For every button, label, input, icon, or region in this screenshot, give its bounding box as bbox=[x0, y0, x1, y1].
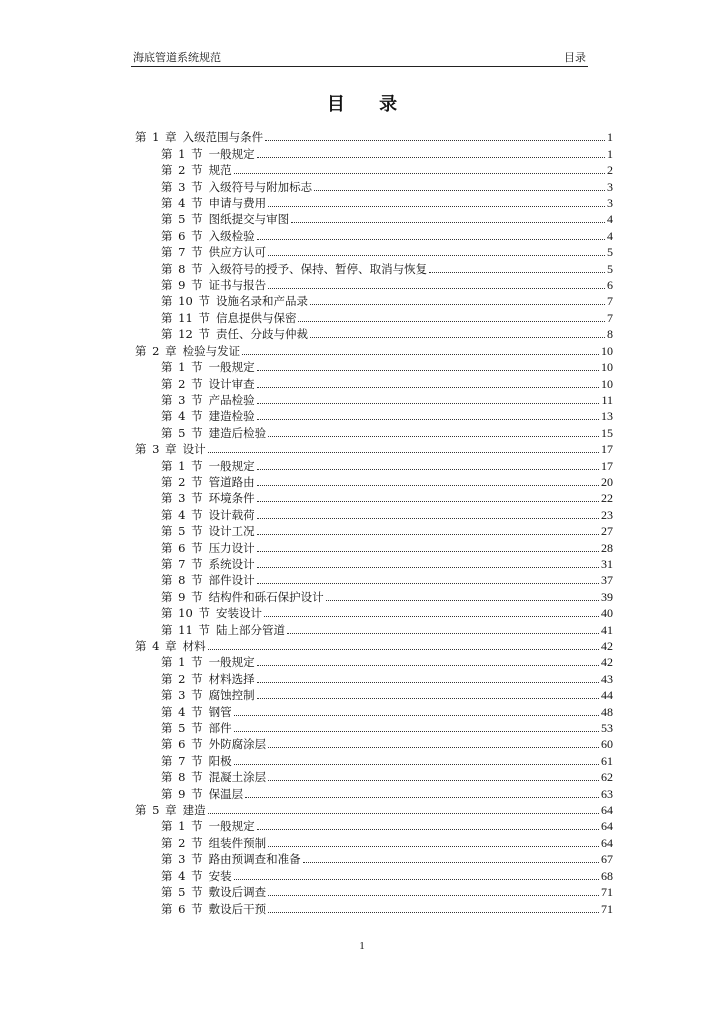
toc-entry-number: 第 1 节 bbox=[161, 819, 203, 834]
toc-entry-number: 第 3 节 bbox=[161, 392, 203, 407]
toc-section-entry[interactable] bbox=[135, 719, 613, 735]
toc-entry-label: 外防腐涂层 bbox=[208, 737, 267, 752]
toc-entry-page: 3 bbox=[607, 179, 613, 194]
toc-entry-page: 31 bbox=[601, 556, 613, 571]
table-of-contents bbox=[135, 128, 613, 916]
toc-section-entry[interactable] bbox=[135, 899, 613, 915]
toc-entry-number: 第 8 节 bbox=[161, 770, 203, 785]
toc-dot-leader bbox=[257, 485, 599, 486]
toc-entry-page: 10 bbox=[601, 360, 613, 375]
toc-dot-leader bbox=[257, 551, 599, 552]
toc-section-entry[interactable] bbox=[135, 587, 613, 603]
toc-entry-page: 37 bbox=[601, 573, 613, 588]
toc-dot-leader bbox=[268, 206, 605, 207]
toc-dot-leader bbox=[234, 715, 599, 716]
toc-entry-label: 设计载荷 bbox=[208, 507, 255, 522]
toc-entry-label: 建造 bbox=[182, 803, 206, 818]
toc-dot-leader bbox=[208, 813, 599, 814]
toc-section-entry[interactable] bbox=[135, 571, 613, 587]
toc-dot-leader bbox=[265, 140, 605, 141]
toc-entry-label: 一般规定 bbox=[208, 146, 255, 161]
toc-entry-label: 入级符号的授予、保持、暂停、取消与恢复 bbox=[208, 261, 428, 276]
toc-section-entry[interactable] bbox=[135, 883, 613, 899]
toc-section-entry[interactable] bbox=[135, 653, 613, 669]
toc-entry-label: 供应方认可 bbox=[208, 245, 267, 260]
toc-entry-page: 4 bbox=[607, 212, 613, 227]
toc-entry-label: 材料 bbox=[182, 639, 206, 653]
toc-section-entry[interactable] bbox=[135, 210, 613, 226]
header-document-title: 海底管道系统规范 bbox=[133, 51, 221, 64]
toc-entry-number: 第 10 节 bbox=[161, 606, 210, 621]
toc-section-entry[interactable] bbox=[135, 620, 613, 636]
toc-entry-page: 64 bbox=[601, 835, 613, 850]
toc-entry-label: 设计工况 bbox=[208, 524, 255, 539]
toc-dot-leader bbox=[257, 665, 599, 666]
toc-dot-leader bbox=[257, 518, 599, 519]
toc-dot-leader bbox=[257, 469, 599, 470]
toc-entry-label: 环境条件 bbox=[208, 491, 255, 506]
toc-entry-page: 5 bbox=[607, 245, 613, 260]
toc-entry-page: 2 bbox=[607, 163, 613, 178]
toc-entry-page: 20 bbox=[601, 474, 613, 489]
toc-entry-page: 23 bbox=[601, 507, 613, 522]
toc-section-entry[interactable] bbox=[135, 686, 613, 702]
toc-entry-page: 64 bbox=[601, 819, 613, 834]
toc-entry-label: 申请与费用 bbox=[208, 196, 267, 211]
toc-dot-leader bbox=[291, 222, 605, 223]
toc-dot-leader bbox=[268, 895, 599, 896]
toc-dot-leader bbox=[287, 633, 599, 634]
toc-entry-page: 7 bbox=[607, 294, 613, 309]
toc-entry-label: 结构件和砾石保护设计 bbox=[208, 589, 324, 604]
toc-section-entry[interactable] bbox=[135, 144, 613, 160]
toc-dot-leader bbox=[234, 731, 599, 732]
toc-dot-leader bbox=[257, 403, 600, 404]
toc-entry-page: 64 bbox=[601, 803, 613, 818]
toc-entry-page: 22 bbox=[601, 491, 613, 506]
toc-section-entry[interactable] bbox=[135, 407, 613, 423]
toc-entry-label: 安装 bbox=[208, 868, 232, 883]
toc-dot-leader bbox=[257, 419, 599, 420]
toc-entry-number: 第 10 节 bbox=[161, 294, 210, 309]
toc-entry-page: 63 bbox=[601, 786, 613, 801]
toc-entry-page: 44 bbox=[601, 688, 613, 703]
toc-entry-label: 压力设计 bbox=[208, 540, 255, 555]
toc-entry-number: 第 1 节 bbox=[161, 655, 203, 670]
toc-entry-label: 材料选择 bbox=[208, 671, 255, 686]
toc-section-entry[interactable] bbox=[135, 325, 613, 341]
toc-dot-leader bbox=[245, 797, 599, 798]
toc-entry-number: 第 11 节 bbox=[161, 310, 210, 325]
toc-entry-label: 阳极 bbox=[208, 753, 232, 768]
toc-dot-leader bbox=[429, 272, 605, 273]
toc-entry-page: 71 bbox=[601, 885, 613, 900]
toc-entry-page: 13 bbox=[601, 409, 613, 424]
toc-entry-page: 15 bbox=[601, 425, 613, 440]
toc-entry-page: 61 bbox=[601, 753, 613, 768]
toc-entry-number: 第 4 章 bbox=[135, 639, 177, 653]
toc-dot-leader bbox=[234, 173, 605, 174]
toc-entry-label: 建造检验 bbox=[208, 409, 255, 424]
toc-entry-page: 1 bbox=[607, 130, 613, 145]
toc-section-entry[interactable] bbox=[135, 226, 613, 242]
toc-section-entry[interactable] bbox=[135, 423, 613, 439]
toc-entry-number: 第 5 节 bbox=[161, 524, 203, 539]
toc-entry-label: 部件设计 bbox=[208, 573, 255, 588]
toc-dot-leader bbox=[310, 304, 605, 305]
toc-entry-page: 11 bbox=[601, 392, 613, 407]
toc-dot-leader bbox=[303, 862, 599, 863]
toc-entry-label: 混凝土涂层 bbox=[208, 770, 267, 785]
toc-section-entry[interactable] bbox=[135, 555, 613, 571]
toc-entry-label: 证书与报告 bbox=[208, 278, 267, 293]
toc-entry-label: 建造后检验 bbox=[208, 425, 267, 440]
toc-section-entry[interactable] bbox=[135, 161, 613, 177]
toc-entry-number: 第 8 节 bbox=[161, 573, 203, 588]
toc-entry-label: 陆上部分管道 bbox=[215, 622, 285, 637]
toc-entry-label: 路由预调查和准备 bbox=[208, 852, 301, 867]
toc-entry-page: 43 bbox=[601, 671, 613, 686]
toc-entry-number: 第 7 节 bbox=[161, 245, 203, 260]
toc-entry-number: 第 12 节 bbox=[161, 327, 210, 342]
toc-chapter-entry[interactable] bbox=[135, 128, 613, 144]
toc-dot-leader bbox=[314, 190, 605, 191]
toc-dot-leader bbox=[268, 255, 605, 256]
toc-entry-label: 一般规定 bbox=[208, 819, 255, 834]
toc-entry-number: 第 1 章 bbox=[135, 130, 177, 145]
toc-chapter-entry[interactable] bbox=[135, 801, 613, 817]
toc-section-entry[interactable] bbox=[135, 194, 613, 210]
toc-dot-leader bbox=[268, 912, 599, 913]
toc-dot-leader bbox=[257, 501, 599, 502]
toc-dot-leader bbox=[242, 354, 599, 355]
toc-dot-leader bbox=[257, 682, 599, 683]
toc-dot-leader bbox=[257, 583, 599, 584]
toc-entry-page: 42 bbox=[601, 639, 613, 653]
toc-entry-page: 39 bbox=[601, 589, 613, 604]
toc-entry-number: 第 2 节 bbox=[161, 163, 203, 178]
toc-dot-leader bbox=[326, 600, 599, 601]
toc-section-entry[interactable] bbox=[135, 768, 613, 784]
toc-dot-leader bbox=[257, 157, 605, 158]
toc-entry-number: 第 2 节 bbox=[161, 671, 203, 686]
toc-dot-leader bbox=[268, 780, 599, 781]
toc-entry-number: 第 6 节 bbox=[161, 901, 203, 916]
toc-entry-number: 第 3 章 bbox=[135, 442, 177, 457]
toc-entry-number: 第 4 节 bbox=[161, 409, 203, 424]
toc-section-entry[interactable] bbox=[135, 243, 613, 259]
toc-chapter-entry[interactable] bbox=[135, 341, 613, 357]
toc-entry-label: 入级检验 bbox=[208, 228, 255, 243]
toc-entry-label: 责任、分歧与仲裁 bbox=[215, 327, 308, 342]
toc-entry-label: 一般规定 bbox=[208, 655, 255, 670]
toc-entry-number: 第 1 节 bbox=[161, 146, 203, 161]
toc-entry-page: 5 bbox=[607, 261, 613, 276]
toc-entry-number: 第 2 节 bbox=[161, 835, 203, 850]
toc-section-entry[interactable] bbox=[135, 473, 613, 489]
toc-section-entry[interactable] bbox=[135, 735, 613, 751]
toc-section-entry[interactable] bbox=[135, 817, 613, 833]
toc-entry-number: 第 2 节 bbox=[161, 376, 203, 391]
toc-entry-number: 第 2 节 bbox=[161, 474, 203, 489]
toc-entry-number: 第 5 节 bbox=[161, 885, 203, 900]
toc-entry-page: 27 bbox=[601, 524, 613, 539]
toc-entry-page: 4 bbox=[607, 228, 613, 243]
toc-entry-label: 图纸提交与审图 bbox=[208, 212, 290, 227]
toc-dot-leader bbox=[268, 288, 605, 289]
toc-entry-label: 设计 bbox=[182, 442, 206, 457]
toc-section-entry[interactable] bbox=[135, 276, 613, 292]
toc-section-entry[interactable] bbox=[135, 177, 613, 193]
toc-dot-leader bbox=[234, 764, 599, 765]
toc-dot-leader bbox=[257, 370, 599, 371]
toc-entry-label: 入级符号与附加标志 bbox=[208, 179, 313, 194]
toc-entry-number: 第 3 节 bbox=[161, 688, 203, 703]
toc-entry-label: 腐蚀控制 bbox=[208, 688, 255, 703]
toc-entry-page: 71 bbox=[601, 901, 613, 916]
page-number: 1 bbox=[359, 940, 365, 952]
toc-entry-page: 1 bbox=[607, 146, 613, 161]
toc-dot-leader bbox=[234, 879, 599, 880]
toc-section-entry[interactable] bbox=[135, 850, 613, 866]
toc-entry-label: 检验与发证 bbox=[182, 343, 241, 358]
toc-section-entry[interactable] bbox=[135, 866, 613, 882]
toc-entry-number: 第 7 节 bbox=[161, 753, 203, 768]
toc-entry-number: 第 3 节 bbox=[161, 179, 203, 194]
toc-entry-number: 第 3 节 bbox=[161, 491, 203, 506]
toc-entry-label: 设计审查 bbox=[208, 376, 255, 391]
toc-entry-page: 53 bbox=[601, 721, 613, 736]
toc-entry-label: 保温层 bbox=[208, 786, 244, 801]
toc-section-entry[interactable] bbox=[135, 374, 613, 390]
toc-entry-number: 第 9 节 bbox=[161, 589, 203, 604]
toc-section-entry[interactable] bbox=[135, 489, 613, 505]
toc-section-entry[interactable] bbox=[135, 784, 613, 800]
toc-entry-page: 10 bbox=[601, 343, 613, 358]
toc-section-entry[interactable] bbox=[135, 702, 613, 718]
toc-entry-page: 6 bbox=[607, 278, 613, 293]
toc-dot-leader bbox=[257, 387, 599, 388]
toc-chapter-entry[interactable] bbox=[135, 440, 613, 456]
toc-entry-label: 安装设计 bbox=[215, 606, 262, 621]
toc-dot-leader bbox=[257, 534, 599, 535]
toc-dot-leader bbox=[257, 829, 599, 830]
toc-entry-page: 68 bbox=[601, 868, 613, 883]
toc-dot-leader bbox=[257, 567, 599, 568]
toc-entry-page: 8 bbox=[607, 327, 613, 342]
toc-dot-leader bbox=[268, 436, 599, 437]
header-section-name: 目录 bbox=[564, 51, 586, 64]
toc-section-entry[interactable] bbox=[135, 751, 613, 767]
toc-dot-leader bbox=[310, 337, 605, 338]
toc-entry-label: 管道路由 bbox=[208, 474, 255, 489]
toc-dot-leader bbox=[257, 698, 599, 699]
toc-entry-number: 第 6 节 bbox=[161, 228, 203, 243]
toc-title: 目 录 bbox=[326, 94, 412, 115]
toc-dot-leader bbox=[208, 452, 599, 453]
toc-entry-label: 信息提供与保密 bbox=[215, 310, 297, 325]
toc-entry-page: 42 bbox=[601, 655, 613, 670]
toc-entry-number: 第 4 节 bbox=[161, 507, 203, 522]
toc-dot-leader bbox=[298, 321, 605, 322]
toc-section-entry[interactable] bbox=[135, 604, 613, 620]
toc-section-entry[interactable] bbox=[135, 833, 613, 849]
toc-entry-number: 第 9 节 bbox=[161, 278, 203, 293]
toc-entry-page: 28 bbox=[601, 540, 613, 555]
toc-entry-page: 17 bbox=[601, 458, 613, 473]
page-header bbox=[131, 50, 588, 67]
toc-dot-leader bbox=[268, 747, 599, 748]
toc-entry-label: 敷设后干预 bbox=[208, 901, 267, 916]
toc-entry-number: 第 4 节 bbox=[161, 868, 203, 883]
toc-entry-label: 敷设后调查 bbox=[208, 885, 267, 900]
toc-section-entry[interactable] bbox=[135, 259, 613, 275]
toc-entry-number: 第 2 章 bbox=[135, 343, 177, 358]
toc-section-entry[interactable] bbox=[135, 522, 613, 538]
toc-entry-number: 第 4 节 bbox=[161, 196, 203, 211]
toc-entry-number: 第 6 节 bbox=[161, 737, 203, 752]
toc-section-entry[interactable] bbox=[135, 669, 613, 685]
toc-section-entry[interactable] bbox=[135, 391, 613, 407]
toc-section-entry[interactable] bbox=[135, 308, 613, 324]
toc-section-entry[interactable] bbox=[135, 292, 613, 308]
toc-entry-page: 41 bbox=[601, 622, 613, 637]
toc-entry-page: 17 bbox=[601, 442, 613, 457]
toc-section-entry[interactable] bbox=[135, 358, 613, 374]
toc-entry-page: 62 bbox=[601, 770, 613, 785]
toc-entry-page: 60 bbox=[601, 737, 613, 752]
toc-dot-leader bbox=[257, 239, 605, 240]
toc-entry-number: 第 4 节 bbox=[161, 704, 203, 719]
toc-entry-number: 第 5 节 bbox=[161, 425, 203, 440]
toc-dot-leader bbox=[264, 616, 599, 617]
toc-entry-number: 第 11 节 bbox=[161, 622, 210, 637]
toc-entry-number: 第 9 节 bbox=[161, 786, 203, 801]
toc-entry-label: 钢管 bbox=[208, 704, 232, 719]
toc-dot-leader bbox=[268, 846, 599, 847]
toc-entry-label: 一般规定 bbox=[208, 458, 255, 473]
toc-section-entry[interactable] bbox=[135, 456, 613, 472]
toc-entry-page: 67 bbox=[601, 852, 613, 867]
toc-entry-number: 第 3 节 bbox=[161, 852, 203, 867]
toc-entry-number: 第 6 节 bbox=[161, 540, 203, 555]
toc-entry-label: 系统设计 bbox=[208, 556, 255, 571]
toc-chapter-entry[interactable] bbox=[135, 637, 613, 653]
toc-entry-label: 产品检验 bbox=[208, 392, 255, 407]
toc-entry-page: 3 bbox=[607, 196, 613, 211]
toc-entry-number: 第 8 节 bbox=[161, 261, 203, 276]
toc-entry-number: 第 5 节 bbox=[161, 212, 203, 227]
toc-entry-page: 7 bbox=[607, 310, 613, 325]
toc-entry-number: 第 5 节 bbox=[161, 721, 203, 736]
toc-entry-label: 一般规定 bbox=[208, 360, 255, 375]
toc-entry-page: 40 bbox=[601, 606, 613, 621]
toc-entry-page: 48 bbox=[601, 704, 613, 719]
toc-section-entry[interactable] bbox=[135, 505, 613, 521]
toc-entry-page: 10 bbox=[601, 376, 613, 391]
toc-entry-label: 设施名录和产品录 bbox=[215, 294, 308, 309]
toc-entry-label: 组装件预制 bbox=[208, 835, 267, 850]
toc-entry-number: 第 1 节 bbox=[161, 458, 203, 473]
toc-entry-label: 入级范围与条件 bbox=[182, 130, 264, 145]
toc-dot-leader bbox=[208, 649, 599, 650]
toc-entry-label: 部件 bbox=[208, 721, 232, 736]
toc-section-entry[interactable] bbox=[135, 538, 613, 554]
toc-entry-number: 第 5 章 bbox=[135, 803, 177, 818]
toc-entry-number: 第 7 节 bbox=[161, 556, 203, 571]
toc-entry-label: 规范 bbox=[208, 163, 232, 178]
toc-entry-number: 第 1 节 bbox=[161, 360, 203, 375]
